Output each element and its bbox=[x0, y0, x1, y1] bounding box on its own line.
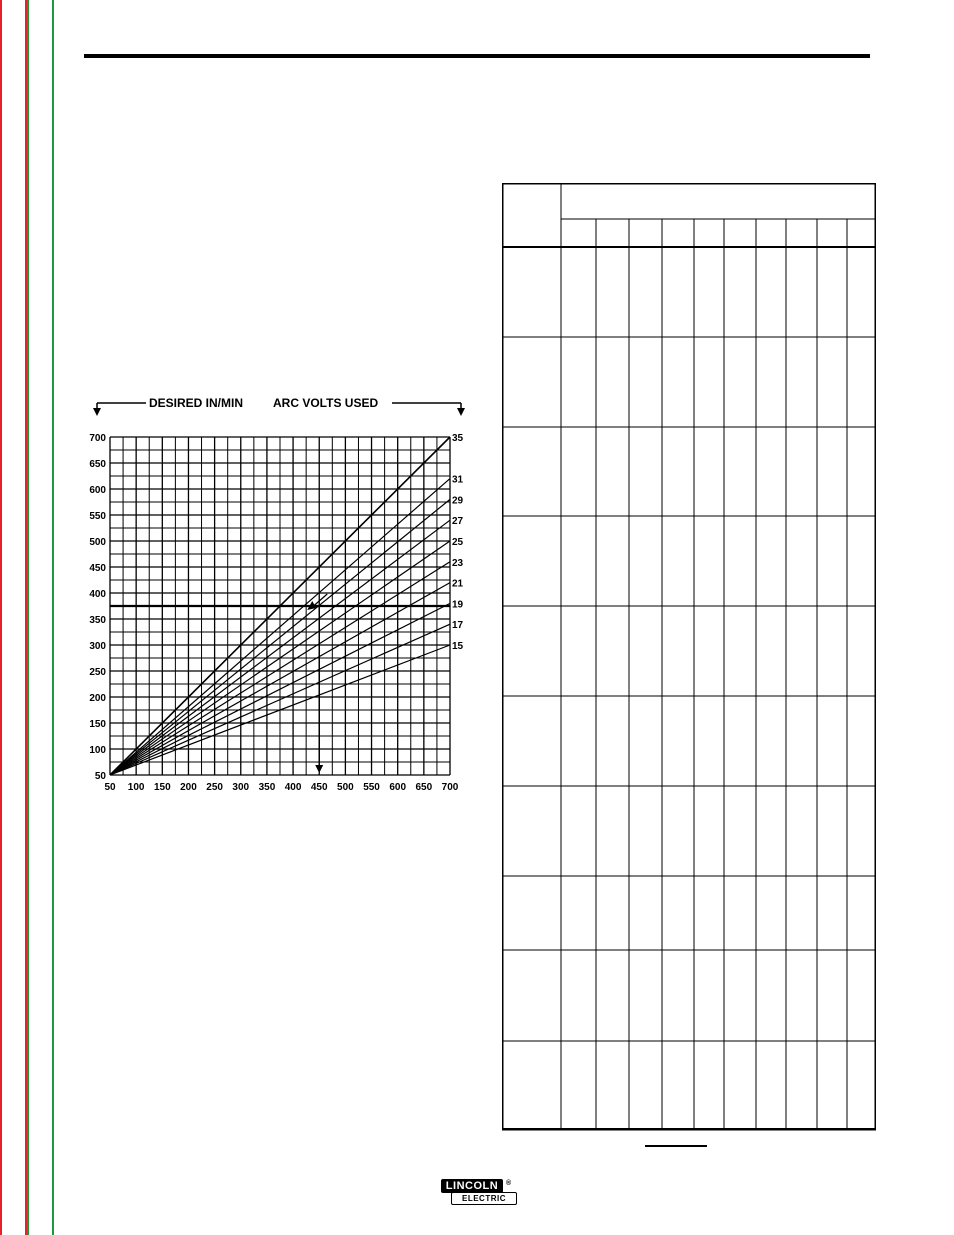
x-tick-450: 450 bbox=[310, 782, 328, 793]
x-tick-550: 550 bbox=[363, 782, 380, 793]
x-tick-650: 650 bbox=[415, 782, 433, 793]
series-label-21: 21 bbox=[452, 578, 464, 590]
y-tick-400: 400 bbox=[89, 589, 106, 600]
y-tick-700: 700 bbox=[89, 433, 106, 444]
series-label-25: 25 bbox=[452, 537, 464, 548]
x-tick-400: 400 bbox=[284, 782, 302, 793]
chart-header bbox=[93, 396, 465, 416]
data-table bbox=[502, 183, 876, 1131]
x-tick-250: 250 bbox=[206, 782, 223, 793]
logo-registered: ® bbox=[506, 1180, 512, 1187]
y-tick-250: 250 bbox=[89, 667, 106, 678]
series-label-27: 27 bbox=[452, 516, 464, 528]
x-tick-350: 350 bbox=[258, 782, 276, 793]
y-tick-550: 550 bbox=[89, 511, 106, 522]
logo-bottom: ELECTRIC bbox=[451, 1192, 517, 1205]
y-tick-650: 650 bbox=[89, 459, 106, 470]
y-tick-200: 200 bbox=[89, 693, 106, 704]
y-tick-450: 450 bbox=[89, 563, 106, 574]
figure-caption-rule bbox=[645, 1145, 707, 1147]
table-border bbox=[503, 184, 876, 1130]
header-right-label: ARC VOLTS USED bbox=[273, 396, 379, 410]
series-label-23: 23 bbox=[452, 557, 464, 569]
y-tick-500: 500 bbox=[89, 537, 106, 548]
y-tick-300: 300 bbox=[89, 641, 106, 652]
y-tick-50: 50 bbox=[94, 771, 106, 782]
x-tick-150: 150 bbox=[153, 782, 171, 793]
header-right-arrow-icon bbox=[457, 408, 465, 416]
header-left-label: DESIRED IN/MIN bbox=[149, 396, 244, 410]
series-label-17: 17 bbox=[452, 620, 464, 632]
x-tick-300: 300 bbox=[232, 782, 250, 793]
example-down-arrow-icon bbox=[315, 765, 323, 773]
x-tick-100: 100 bbox=[127, 782, 145, 793]
x-tick-200: 200 bbox=[180, 782, 197, 793]
x-tick-500: 500 bbox=[337, 782, 354, 793]
x-tick-700: 700 bbox=[441, 782, 459, 793]
y-tick-100: 100 bbox=[89, 745, 106, 756]
series-label-35: 35 bbox=[452, 433, 464, 444]
y-tick-150: 150 bbox=[89, 719, 106, 730]
series-label-31: 31 bbox=[452, 474, 464, 486]
series-label-29: 29 bbox=[452, 495, 464, 507]
logo-top: LINCOLN bbox=[441, 1179, 503, 1193]
y-tick-600: 600 bbox=[89, 485, 106, 496]
y-tick-350: 350 bbox=[89, 615, 106, 626]
series-label-15: 15 bbox=[452, 641, 464, 652]
series-label-19: 19 bbox=[452, 599, 464, 611]
header-left-arrow-icon bbox=[93, 408, 101, 416]
x-tick-50: 50 bbox=[104, 782, 116, 793]
lincoln-electric-logo bbox=[441, 1179, 517, 1206]
x-tick-600: 600 bbox=[389, 782, 407, 793]
